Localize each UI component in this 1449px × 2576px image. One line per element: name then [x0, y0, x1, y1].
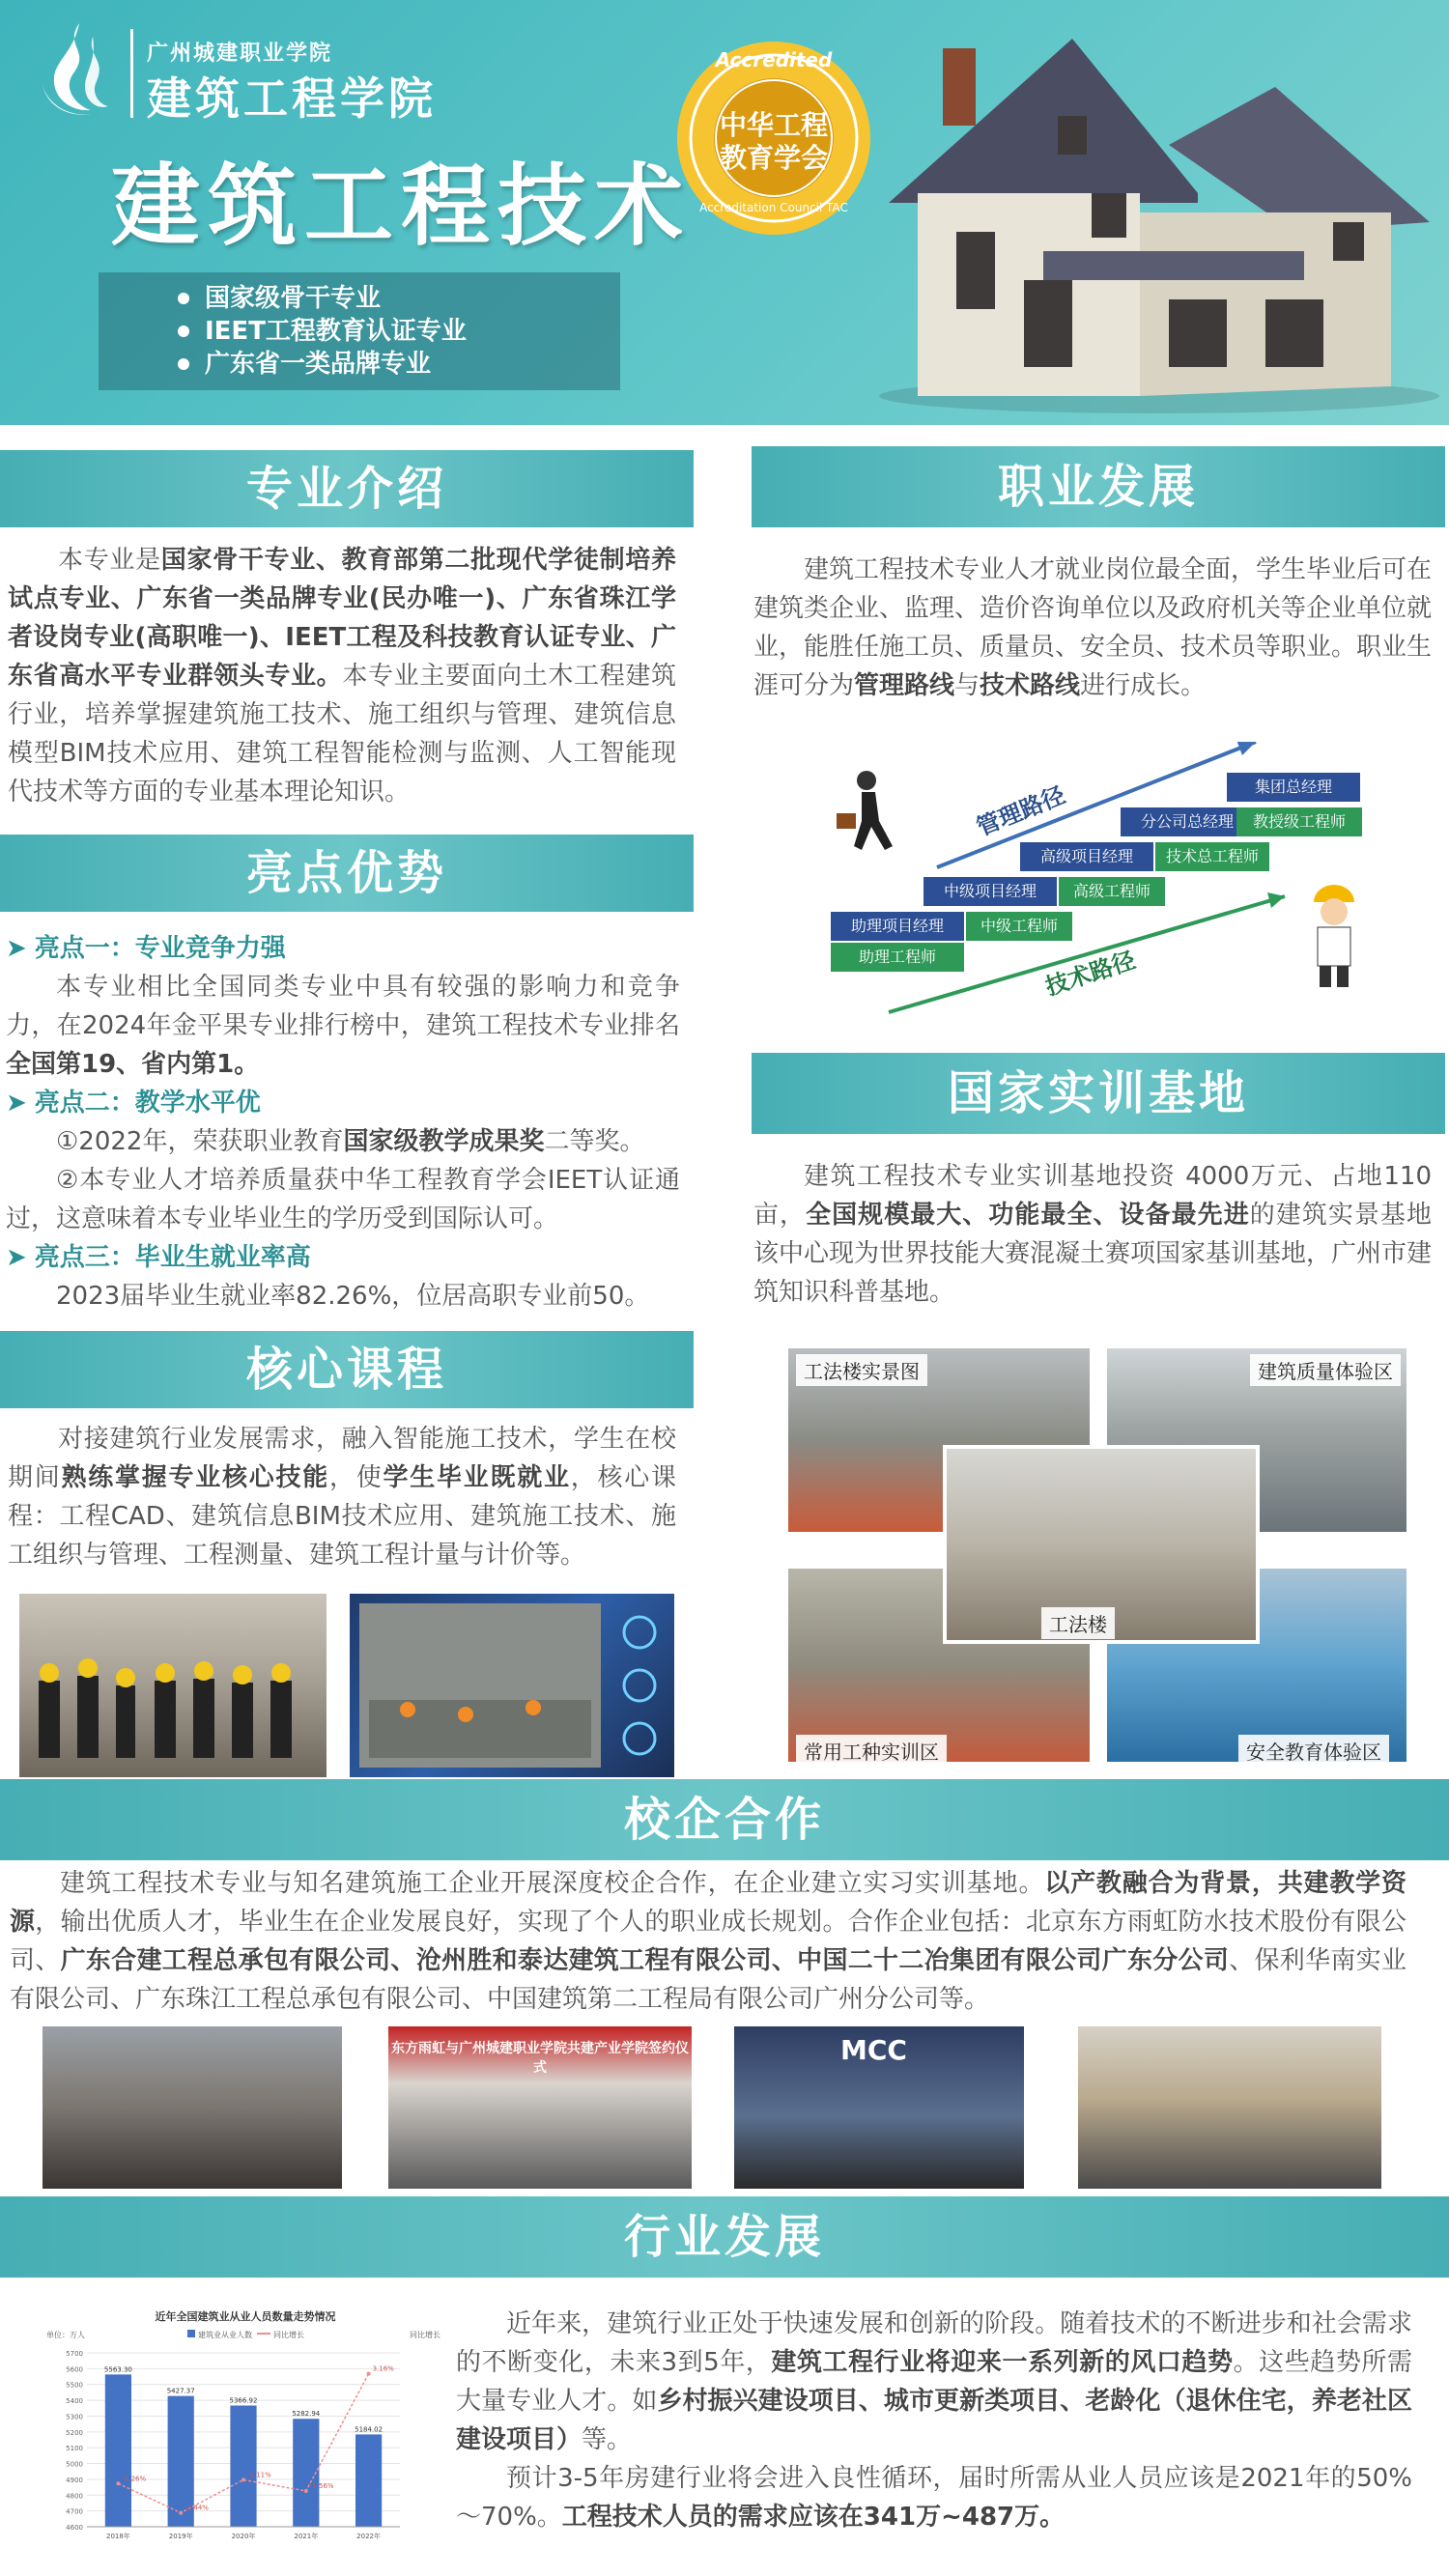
bar-0 [105, 2374, 131, 2527]
mgmt-step: 分公司总经理 [1121, 807, 1254, 836]
y-tick-label: 4800 [66, 2492, 83, 2501]
employment-trend-chart [43, 2305, 448, 2558]
x-tick-label: 2018年 [105, 2533, 130, 2540]
legend-label: 建筑业从业人数 [198, 2331, 252, 2339]
running-businessman-icon [833, 769, 900, 856]
logo-divider [130, 29, 133, 118]
bar-4 [355, 2434, 382, 2527]
y-tick-label: 5700 [66, 2350, 83, 2358]
industry-paragraph-2: 预计3-5年房建行业将会进入良性循环，届时所需从业人员应该是2021年的50%～70%。工程技术人员的需求应该在341万~487万。 [456, 2464, 1412, 2532]
growth-point-4 [367, 2372, 371, 2376]
highlights-content [6, 929, 680, 1316]
y-tick-label: 4900 [66, 2476, 83, 2484]
highlight-text-3: 2023届毕业生就业率82.26%，位居高职专业前50。 [56, 1282, 650, 1311]
emphasis-text: 国家骨干专业、教育部第二批现代学徒制培养试点专业、广东省一类品牌专业(民办唯一)、广东省珠江学者设岗专业(高职唯一)、IEET工程及科技教育认证专业、广东省高水平专业群领头专业。 [8, 546, 676, 691]
bar-value-label: 5184.02 [355, 2425, 384, 2434]
core-paragraph: 对接建筑行业发展需求，融入智能施工技术，学生在校期间熟练掌握专业核心技能，使学生毕业既就业，核心课程：工程CAD、建筑信息BIM技术应用、建筑施工技术、施工组织与管理、工程测量、建筑工程计量与计价等。 [8, 1425, 676, 1570]
seal-top-text: Accredited [715, 48, 833, 71]
x-tick-label: 2019年 [168, 2533, 193, 2540]
section-title: 行业发展 [623, 2210, 825, 2264]
bar-value-label: 5366.92 [229, 2396, 258, 2405]
y-tick-label: 4700 [66, 2507, 83, 2516]
section-career-bar [752, 446, 1445, 527]
bar-2 [230, 2406, 256, 2527]
y-tick-label: 5000 [66, 2460, 83, 2469]
school-name: 建筑工程学院 [147, 72, 437, 125]
y2-axis-label: 同比增长 [410, 2331, 440, 2339]
photo-label: 常用工种实训区 [796, 1735, 947, 1767]
industry-paragraph-1: 近年来，建筑行业正处于快速发展和创新的阶段。随着技术的不断进步和社会需求的不断变化，未来3到5年，建筑工程行业将迎来一系列新的风口趋势。这些趋势所需大量专业人才。如乡村振兴建设项目、城市更新类项目、老龄化（退休住宅，养老社区建设项目）等。 [456, 2309, 1412, 2454]
bar-value-label: 5563.30 [103, 2365, 132, 2374]
section-title: 亮点优势 [245, 846, 447, 900]
highlight-heading-2: ➤ 亮点二：教学水平优 [6, 1089, 261, 1118]
y-tick-label: 5300 [66, 2413, 83, 2421]
students-group-icon [19, 1594, 327, 1777]
chart-svg [43, 2305, 448, 2558]
growth-value-label: -1.11% [247, 2471, 271, 2479]
y-tick-label: 4600 [66, 2524, 83, 2532]
major-title: 建筑工程技术 [111, 155, 692, 258]
x-tick-label: 2020年 [231, 2533, 256, 2540]
tag-item: 国家级骨干专业 [205, 282, 620, 315]
career-ladder-diagram [831, 742, 1372, 1022]
coop-photo-signing-1 [43, 2026, 342, 2189]
header-banner [0, 0, 1449, 425]
text-run: 本专业是 [58, 546, 161, 575]
arrow-icon: ➤ [6, 934, 27, 963]
y-axis-label: 单位：万人 [46, 2331, 85, 2339]
seal-line-2: 教育学会 [719, 142, 828, 174]
y-tick-label: 5600 [66, 2365, 83, 2374]
y-tick-label: 5500 [66, 2381, 83, 2390]
bar-value-label: 5282.94 [292, 2410, 321, 2419]
section-base-bar [752, 1053, 1445, 1134]
section-title: 职业发展 [997, 460, 1199, 514]
growth-point-0 [116, 2481, 120, 2485]
mgmt-step: 高级项目经理 [1020, 842, 1153, 871]
tag-item: 广东省一类品牌专业 [205, 348, 620, 381]
x-tick-label: 2021年 [294, 2533, 319, 2540]
section-intro-bar [0, 450, 694, 527]
growth-value-label: -1.56% [309, 2481, 334, 2490]
mgmt-step: 助理项目经理 [831, 912, 964, 941]
section-title: 核心课程 [245, 1343, 447, 1397]
section-core-bar [0, 1331, 694, 1408]
tech-step: 高级工程师 [1059, 877, 1165, 906]
highlight-text-2b: ②本专业人才培养质量获中华工程教育学会IEET认证通过，这意味着本专业毕业生的学历受到国际认可。 [6, 1166, 680, 1233]
training-base-collage [788, 1348, 1406, 1762]
seal-line-1: 中华工程 [719, 109, 828, 141]
mgmt-step: 集团总经理 [1227, 773, 1360, 802]
growth-point-1 [179, 2511, 183, 2515]
highlight-heading-1: ➤ 亮点一：专业竞争力强 [6, 934, 286, 963]
y-tick-label: 5100 [66, 2445, 83, 2453]
tech-step: 助理工程师 [831, 943, 964, 972]
seal-bottom-text: Accreditation Council TAC [699, 201, 848, 214]
growth-point-3 [304, 2489, 308, 2493]
growth-value-label: -2.44% [185, 2504, 209, 2512]
photo-label: 建筑质量体验区 [1250, 1354, 1401, 1386]
y-tick-label: 5400 [66, 2397, 83, 2406]
arrow-icon: ➤ [6, 1243, 27, 1272]
section-title: 校企合作 [623, 1793, 825, 1847]
mgmt-step: 中级项目经理 [923, 877, 1057, 906]
tech-step: 技术总工程师 [1155, 842, 1269, 871]
section-industry-bar [0, 2196, 1449, 2278]
section-coop-bar [0, 1779, 1449, 1860]
legend-label: 同比增长 [273, 2331, 304, 2339]
text-run: 本专业主要面向土木工程建筑行业，培养掌握建筑施工技术、施工组织与管理、建筑信息模型BIM技术应用、建筑工程智能检测与监测、人工智能现代技术等方面的专业基本理论知识。 [8, 662, 676, 807]
growth-value-label: 3.16% [372, 2364, 394, 2373]
arrow-icon: ➤ [6, 1089, 27, 1118]
mcc-logo: MCC [840, 2034, 907, 2066]
photo-label: 工法楼 [1041, 1607, 1115, 1639]
bar-value-label: 5427.37 [166, 2387, 195, 2395]
section-highlights-bar [0, 835, 694, 912]
students-photo [19, 1594, 327, 1777]
college-name-small: 广州城建职业学院 [147, 42, 333, 66]
mgmt-path-label: 管理路径 [973, 780, 1069, 841]
coop-photo-mcc [734, 2026, 1024, 2189]
tag-item: IEET工程教育认证专业 [205, 315, 620, 348]
y-tick-label: 5200 [66, 2428, 83, 2437]
tech-step: 中级工程师 [966, 912, 1072, 941]
highlight-heading-3: ➤ 亮点三：毕业生就业率高 [6, 1243, 311, 1272]
tech-step: 教授级工程师 [1236, 807, 1362, 836]
tag-list [99, 272, 620, 390]
section-title: 专业介绍 [245, 462, 447, 516]
section-title: 国家实训基地 [947, 1066, 1249, 1120]
x-tick-label: 2022年 [356, 2533, 382, 2540]
chart-title: 近年全国建筑业从业人员数量走势情况 [155, 2310, 336, 2323]
career-paragraph: 建筑工程技术专业人才就业岗位最全面，学生毕业后可在建筑类企业、监理、造价咨询单位以及政府机关等企业单位就业，能胜任施工员、质量员、安全员、技术员等职业。职业生涯可分为管理路线与技术路线进行成长。 [753, 555, 1433, 700]
smart-construction-photo [350, 1594, 674, 1777]
intro-paragraph [8, 541, 676, 811]
coop-photo-group [1078, 2026, 1381, 2189]
engineer-worker-icon [1300, 883, 1368, 989]
legend-swatch [187, 2330, 195, 2337]
accreditation-seal [672, 37, 875, 240]
highlight-text-2a: ①2022年，荣获职业教育国家级教学成果奖二等奖。 [56, 1127, 645, 1156]
banner-text: 东方雨虹与广州城建职业学院共建产业学院签约仪式 [391, 2041, 689, 2076]
coop-paragraph: 建筑工程技术专业与知名建筑施工企业开展深度校企合作，在企业建立实习实训基地。以产教融合为背景，共建教学资源，输出优质人才，毕业生在企业发展良好，实现了个人的职业成长规划。合作企业包括：北京东方雨虹防水技术股份有限公司、广东合建工程总承包有限公司、沧州胜和泰达建筑工程有限公司、中国二十二冶集团有限公司广东分公司、保利华南实业有限公司、广东珠江工程总承包有限公司、中国建筑第二工程局有限公司广州分公司等。 [10, 1869, 1406, 2014]
photo-label: 工法楼实景图 [796, 1354, 927, 1386]
college-logo-icon [35, 17, 124, 122]
photo-label: 安全教育体验区 [1238, 1735, 1389, 1767]
dashboard-icon [350, 1594, 674, 1777]
growth-value-label: -1.26% [122, 2475, 147, 2483]
coop-photo-signing-2 [388, 2026, 692, 2189]
highlight-text-1: 本专业相比全国同类专业中具有较强的影响力和竞争力，在2024年金平果专业排行榜中，建筑工程技术专业排名全国第19、省内第1。 [6, 973, 680, 1079]
base-paragraph: 建筑工程技术专业实训基地投资 4000万元、占地110 亩，全国规模最大、功能最全、设备最先进的建筑实景基地该中心现为世界技能大赛混凝土赛项国家基训基地，广州市建筑知识科普基地。 [753, 1162, 1433, 1307]
house-illustration [850, 29, 1439, 415]
growth-point-2 [242, 2477, 245, 2481]
tech-path-label: 技术路径 [1041, 946, 1139, 1002]
